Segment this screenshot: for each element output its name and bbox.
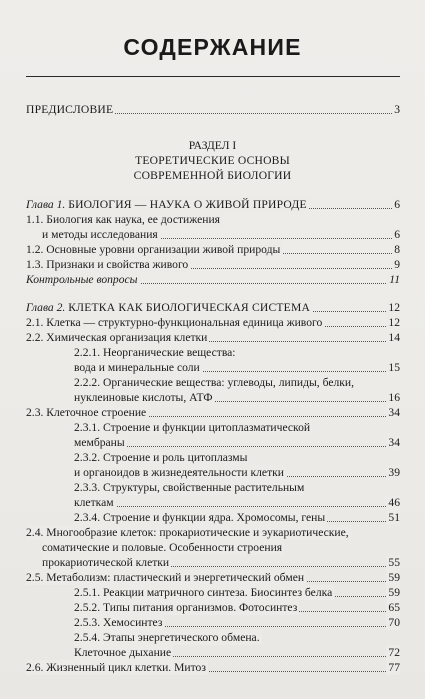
toc-entry-label: вода и минеральные соли (74, 361, 200, 374)
toc-page-number: 70 (388, 616, 400, 629)
toc-entry-label: соматические и половые. Особенности строения (42, 541, 283, 554)
toc-page-number: 59 (388, 571, 400, 584)
toc-page-number: 3 (394, 103, 400, 116)
toc-page-number: 9 (394, 258, 400, 271)
toc-page-number: 34 (388, 436, 400, 449)
toc-entry-label: 1.1. Биология как наука, ее достижения (26, 213, 220, 226)
chapter-prefix: Глава 1. (26, 198, 66, 211)
toc-entry-2-3-4[interactable] (74, 510, 400, 525)
toc-entry-2-6[interactable] (26, 660, 400, 675)
toc-page-number: 65 (388, 601, 400, 614)
toc-page-number: 15 (388, 361, 400, 374)
toc-entry-label: 2.3. Клеточное строение (26, 406, 147, 419)
toc-page-number: 12 (388, 316, 400, 329)
toc-page-number: 6 (394, 228, 400, 241)
chapter-prefix: Глава 2. (26, 301, 66, 314)
toc-entry-questions-1[interactable] (26, 272, 400, 287)
chapter-title: КЛЕТКА КАК БИОЛОГИЧЕСКАЯ СИСТЕМА (68, 301, 311, 314)
toc-entry-label: 2.3.2. Строение и роль цитоплазмы (74, 451, 248, 464)
toc-entry-label: 2.6. Жизненный цикл клетки. Митоз (26, 661, 206, 674)
toc-entry-label: 2.2.2. Органические вещества: углеводы, липиды, белки, (74, 376, 355, 389)
toc-entry-2-4[interactable] (26, 525, 400, 540)
toc-entry-2-2[interactable] (26, 330, 400, 345)
toc-page-number: 51 (388, 511, 400, 524)
toc-entry-2-5-3[interactable] (74, 615, 400, 630)
toc-entry-label: клеткам (74, 496, 114, 509)
toc-entry-label: Контрольные вопросы (26, 273, 138, 286)
toc-page-number: 6 (394, 198, 400, 211)
toc-page-number: 59 (388, 586, 400, 599)
toc-page-number: 14 (388, 331, 400, 344)
toc-entry-label: прокариотической клетки (42, 556, 170, 569)
toc-entry-2-3-2-cont[interactable] (74, 465, 400, 480)
toc-entry-label: нуклеиновые кислоты, АТФ (74, 391, 213, 404)
title-rule (26, 76, 400, 77)
toc-entry-label: 2.3.1. Строение и функции цитоплазматической (74, 421, 311, 434)
toc-page-number: 77 (388, 661, 400, 674)
toc-entry-label: 2.2.1. Неорганические вещества: (74, 346, 236, 359)
section-number: РАЗДЕЛ I (188, 139, 237, 152)
toc-entry-preface[interactable] (26, 102, 400, 117)
toc-entry-label: и методы исследования (42, 228, 158, 241)
toc-entry-label: 2.5.4. Этапы энергетического обмена. (74, 631, 260, 644)
toc-entry-label: мембраны (74, 436, 125, 449)
chapter-title: БИОЛОГИЯ — НАУКА О ЖИВОЙ ПРИРОДЕ (68, 198, 307, 211)
toc-entry-label: и органоидов в жизнедеятельности клетки (74, 466, 284, 479)
toc-page-number: 34 (388, 406, 400, 419)
toc-page-number: 12 (388, 301, 400, 314)
toc-entry-label: 2.4. Многообразие клеток: прокариотические и эукариотические, (26, 526, 349, 539)
toc-entry-label: Клеточное дыхание (74, 646, 172, 659)
toc-entry-2-3-1-cont[interactable] (74, 435, 400, 450)
toc-entry-2-2-1-cont[interactable] (74, 360, 400, 375)
toc-entry-2-3[interactable] (26, 405, 400, 420)
toc-entry-label: 2.5.1. Реакции матричного синтеза. Биосинтез белка (74, 586, 333, 599)
toc-entry-label: 2.2. Химическая организация клетки (26, 331, 208, 344)
section-title-line1: ТЕОРЕТИЧЕСКИЕ ОСНОВЫ (135, 154, 290, 167)
toc-page-number: 46 (388, 496, 400, 509)
toc-entry-label: 1.3. Признаки и свойства живого (26, 258, 189, 271)
toc-entry-label: 2.5.3. Хемосинтез (74, 616, 163, 629)
toc-page-number: 72 (388, 646, 400, 659)
toc-page-number: 11 (389, 273, 400, 286)
section-title-line2: СОВРЕМЕННОЙ БИОЛОГИИ (133, 169, 292, 182)
toc-entry-label: ПРЕДИСЛОВИЕ (26, 103, 114, 116)
toc-entry-label: 2.3.3. Структуры, свойственные растительным (74, 481, 305, 494)
page-title: СОДЕРЖАНИЕ (123, 34, 302, 60)
toc-chapter-1[interactable] (26, 197, 400, 212)
toc-page-number: 8 (394, 243, 400, 256)
toc-entry-label: 2.5. Метаболизм: пластический и энергетический обмен (26, 571, 305, 584)
toc-entry-label: 2.3.4. Строение и функции ядра. Хромосомы, гены (74, 511, 326, 524)
toc-entry-label: 2.5.2. Типы питания организмов. Фотосинтез (74, 601, 298, 614)
toc-page-number: 16 (388, 391, 400, 404)
toc-entry-label: 1.2. Основные уровни организации живой природы (26, 243, 281, 256)
toc-page-number: 39 (388, 466, 400, 479)
toc-page-number: 55 (388, 556, 400, 569)
toc-entry-label: 2.1. Клетка — структурно-функциональная единица живого (26, 316, 323, 329)
